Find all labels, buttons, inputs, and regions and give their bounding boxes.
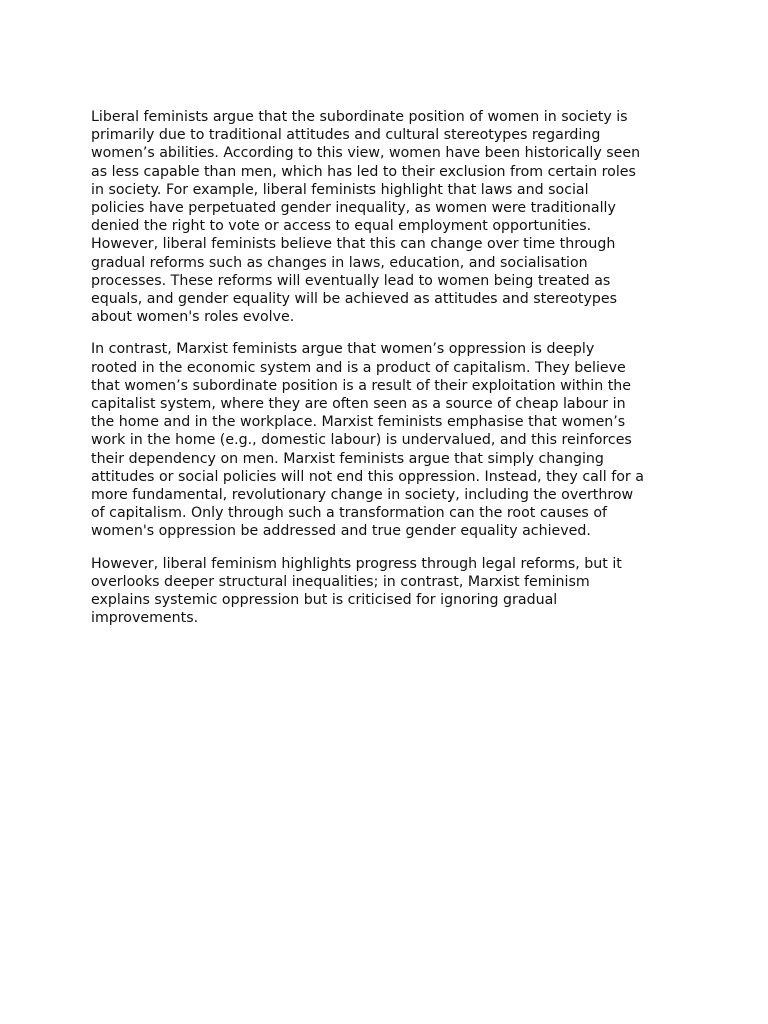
paragraph-evaluation: However, liberal feminism highlights progress through legal reforms, but it overlooks deeper structural inequalities; in contrast, Marxist feminism explains systemic oppression but is criticised for ignoring gradual improvements.: [91, 555, 622, 627]
paragraph-marxist-feminism: In contrast, Marxist feminists argue that women’s oppression is deeply rooted in the economic system and is a product of capitalism. They believe that women’s subordinate position is a result of their exploitation within the capitalist system, where they are often seen as a source of cheap labour in the home and in the workplace. Marxist feminists emphasise that women’s work in the home (e.g., domestic labour) is undervalued, and this reinforces their dependency on men. Marxist feminists argue that simply changing attitudes or social policies will not end this oppression. Instead, they call for a more fundamental, revolutionary change in society, including the overthrow of capitalism. Only through such a transformation can the root causes of women's oppression be addressed and true gender equality achieved.: [91, 341, 644, 540]
paragraph-liberal-feminism: Liberal feminists argue that the subordinate position of women in society is primarily due to traditional attitudes and cultural stereotypes regarding women’s abilities. According to this view, women have been historically seen as less capable than men, which has led to their exclusion from certain roles in society. For example, liberal feminists highlight that laws and social policies have perpetuated gender inequality, as women were traditionally denied the right to vote or access to equal employment opportunities. However, liberal feminists believe that this can change over time through gradual reforms such as changes in laws, education, and socialisation processes. These reforms will eventually lead to women being treated as equals, and gender equality will be achieved as attitudes and stereotypes about women's roles evolve.: [91, 109, 641, 326]
document-body: [91, 108, 689, 641]
